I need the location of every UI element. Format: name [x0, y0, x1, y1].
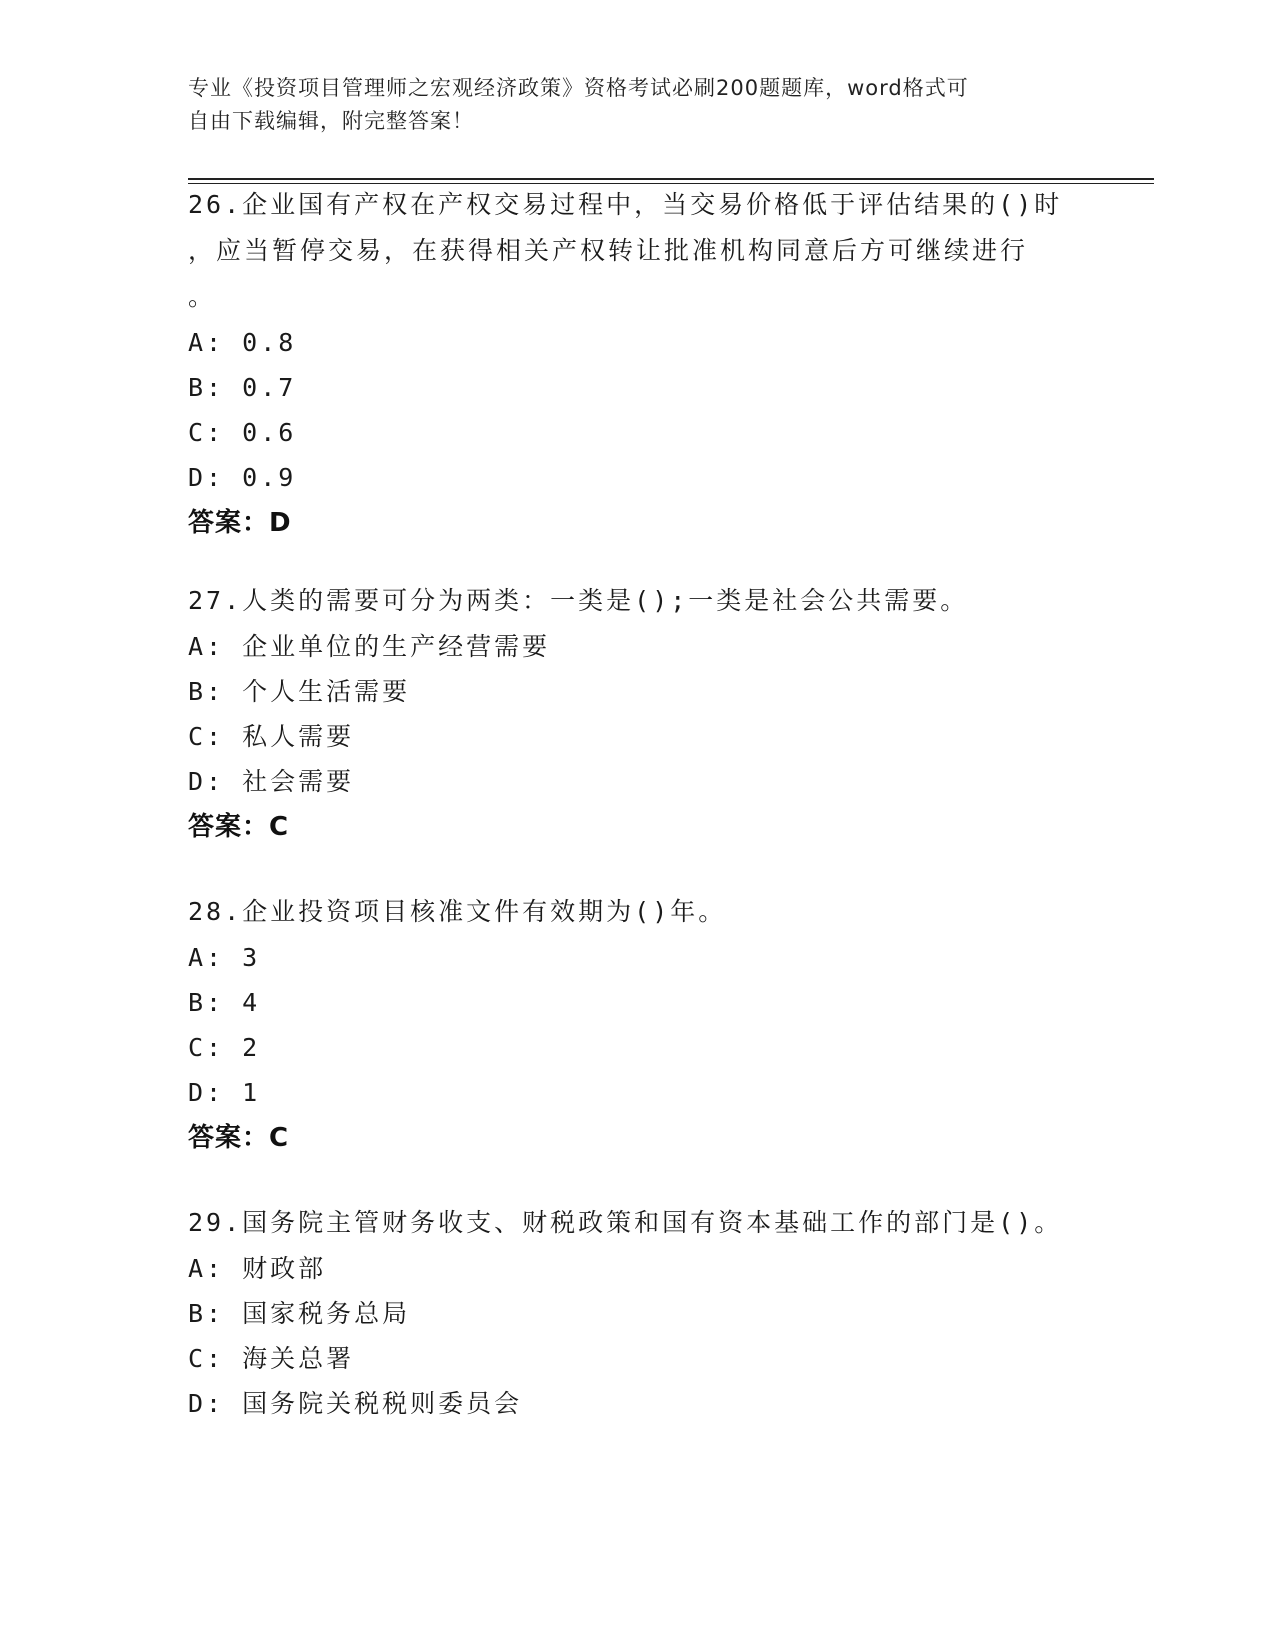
option-b: B: 个人生活需要 [188, 677, 411, 706]
option-b: B: 4 [188, 988, 261, 1017]
option-c: C: 0.6 [188, 418, 297, 447]
option-a: A: 财政部 [188, 1254, 327, 1283]
option-b: B: 0.7 [188, 373, 297, 402]
option-c: C: 私人需要 [188, 722, 355, 751]
option-b: B: 国家税务总局 [188, 1299, 411, 1328]
question-27 [188, 578, 1088, 850]
option-d: D: 1 [188, 1078, 261, 1107]
question-29 [188, 1200, 1088, 1426]
header-line-2: 自由下载编辑，附完整答案！ [188, 109, 474, 133]
question-28 [188, 889, 1088, 1161]
answer-label: 答案：C [188, 1123, 290, 1153]
question-stem-line: 28.企业投资项目核准文件有效期为()年。 [188, 897, 727, 926]
option-c: C: 2 [188, 1033, 261, 1062]
question-stem-line: ，应当暂停交易，在获得相关产权转让批准机构同意后方可继续进行 [188, 236, 1029, 265]
option-d: D: 国务院关税税则委员会 [188, 1389, 523, 1418]
document-header [188, 72, 1088, 138]
header-divider-thick [188, 178, 1154, 180]
question-stem-line: 26.企业国有产权在产权交易过程中，当交易价格低于评估结果的()时 [188, 190, 1063, 219]
header-line-1: 专业《投资项目管理师之宏观经济政策》资格考试必刷200题题库，word格式可 [188, 76, 969, 100]
option-d: D: 社会需要 [188, 767, 355, 796]
question-stem-line: 27.人类的需要可分为两类：一类是();一类是社会公共需要。 [188, 586, 969, 615]
answer-label: 答案：C [188, 812, 290, 842]
option-a: A: 3 [188, 943, 261, 972]
option-c: C: 海关总署 [188, 1344, 355, 1373]
question-26 [188, 182, 1088, 546]
option-d: D: 0.9 [188, 463, 297, 492]
question-stem-line: 29.国务院主管财务收支、财税政策和国有资本基础工作的部门是()。 [188, 1208, 1063, 1237]
answer-label: 答案：D [188, 508, 292, 538]
option-a: A: 企业单位的生产经营需要 [188, 632, 551, 661]
question-stem-line: 。 [188, 282, 217, 311]
option-a: A: 0.8 [188, 328, 297, 357]
